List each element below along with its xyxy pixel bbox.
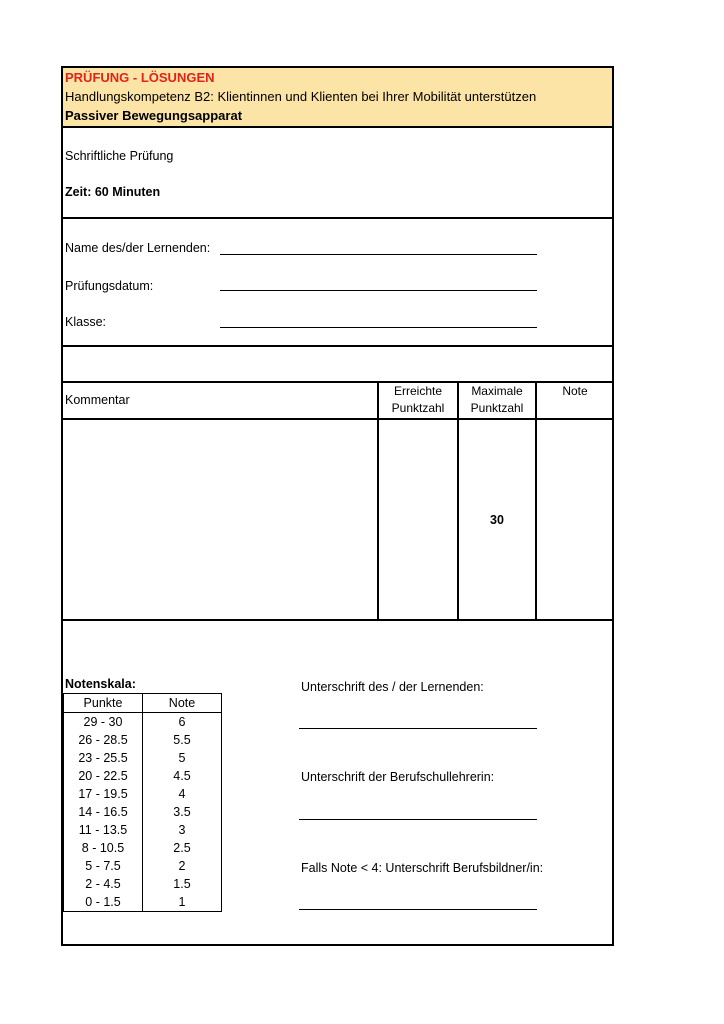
table-row xyxy=(64,749,222,767)
grade-cell: 5 xyxy=(143,749,222,767)
grade-cell: 1 xyxy=(143,893,222,912)
trainer-signature-label: Falls Note < 4: Unterschrift Berufsbildner/in: xyxy=(301,861,544,875)
points-cell: 8 - 10.5 xyxy=(64,839,143,857)
grade-header: Note xyxy=(562,384,588,398)
learner-signature-field[interactable] xyxy=(299,728,537,729)
divider xyxy=(63,217,612,219)
max-points-header xyxy=(458,383,536,417)
exam-topic: Passiver Bewegungsapparat xyxy=(65,108,243,123)
divider xyxy=(63,126,612,128)
points-column-header: Punkte xyxy=(64,694,143,713)
points-cell: 11 - 13.5 xyxy=(64,821,143,839)
table-row xyxy=(64,767,222,785)
exam-time: Zeit: 60 Minuten xyxy=(65,185,161,199)
table-row xyxy=(64,785,222,803)
exam-title: PRÜFUNG - LÖSUNGEN xyxy=(65,70,215,85)
teacher-signature-label: Unterschrift der Berufschullehrerin: xyxy=(301,770,495,784)
grade-cell: 1.5 xyxy=(143,875,222,893)
table-row xyxy=(64,839,222,857)
points-cell: 20 - 22.5 xyxy=(64,767,143,785)
grade-cell: 4.5 xyxy=(143,767,222,785)
points-cell: 26 - 28.5 xyxy=(64,731,143,749)
points-cell: 0 - 1.5 xyxy=(64,893,143,912)
column-divider xyxy=(457,381,459,619)
points-cell: 2 - 4.5 xyxy=(64,875,143,893)
grade-cell: 5.5 xyxy=(143,731,222,749)
points-cell: 17 - 19.5 xyxy=(64,785,143,803)
teacher-signature-field[interactable] xyxy=(299,819,537,820)
divider xyxy=(63,345,612,347)
points-cell: 23 - 25.5 xyxy=(64,749,143,767)
grade-cell: 2 xyxy=(143,857,222,875)
max-points-value: 30 xyxy=(490,513,504,527)
name-field[interactable] xyxy=(220,254,537,255)
max-label-line1: Maximale xyxy=(471,384,523,398)
class-field[interactable] xyxy=(220,327,537,328)
achieved-label-line1: Erreichte xyxy=(393,384,443,398)
table-row xyxy=(64,875,222,893)
divider xyxy=(63,418,612,420)
table-row xyxy=(64,821,222,839)
points-cell: 29 - 30 xyxy=(64,713,143,732)
grade-cell: 3.5 xyxy=(143,803,222,821)
exam-subtitle: Handlungskompetenz B2: Klientinnen und Klienten bei Ihrer Mobilität unterstützen xyxy=(65,89,537,104)
comment-label: Kommentar xyxy=(65,393,130,407)
table-row xyxy=(64,857,222,875)
exam-type: Schriftliche Prüfung xyxy=(65,149,174,163)
exam-sheet xyxy=(61,66,614,946)
divider xyxy=(63,619,612,621)
grade-cell: 4 xyxy=(143,785,222,803)
table-row xyxy=(64,713,222,732)
trainer-signature-field[interactable] xyxy=(299,909,537,910)
max-label-line2: Punktzahl xyxy=(470,401,524,415)
grade-cell: 3 xyxy=(143,821,222,839)
learner-signature-label: Unterschrift des / der Lernenden: xyxy=(301,680,484,694)
achieved-label-line2: Punktzahl xyxy=(391,401,445,415)
grading-scale-table xyxy=(63,693,222,912)
grade-cell: 2.5 xyxy=(143,839,222,857)
grade-cell[interactable] xyxy=(537,422,614,617)
table-row xyxy=(64,893,222,912)
points-cell: 5 - 7.5 xyxy=(64,857,143,875)
points-cell: 14 - 16.5 xyxy=(64,803,143,821)
comment-area[interactable] xyxy=(63,422,377,617)
date-label: Prüfungsdatum: xyxy=(65,279,154,293)
table-row xyxy=(64,803,222,821)
table-row xyxy=(64,731,222,749)
date-field[interactable] xyxy=(220,290,537,291)
name-label: Name des/der Lernenden: xyxy=(65,241,211,255)
achieved-points-cell[interactable] xyxy=(379,422,455,617)
table-header-row xyxy=(64,694,222,713)
grading-scale-title: Notenskala: xyxy=(65,677,136,691)
grade-column-header: Note xyxy=(143,694,222,713)
grade-cell: 6 xyxy=(143,713,222,732)
achieved-points-header xyxy=(378,383,458,417)
class-label: Klasse: xyxy=(65,315,106,329)
